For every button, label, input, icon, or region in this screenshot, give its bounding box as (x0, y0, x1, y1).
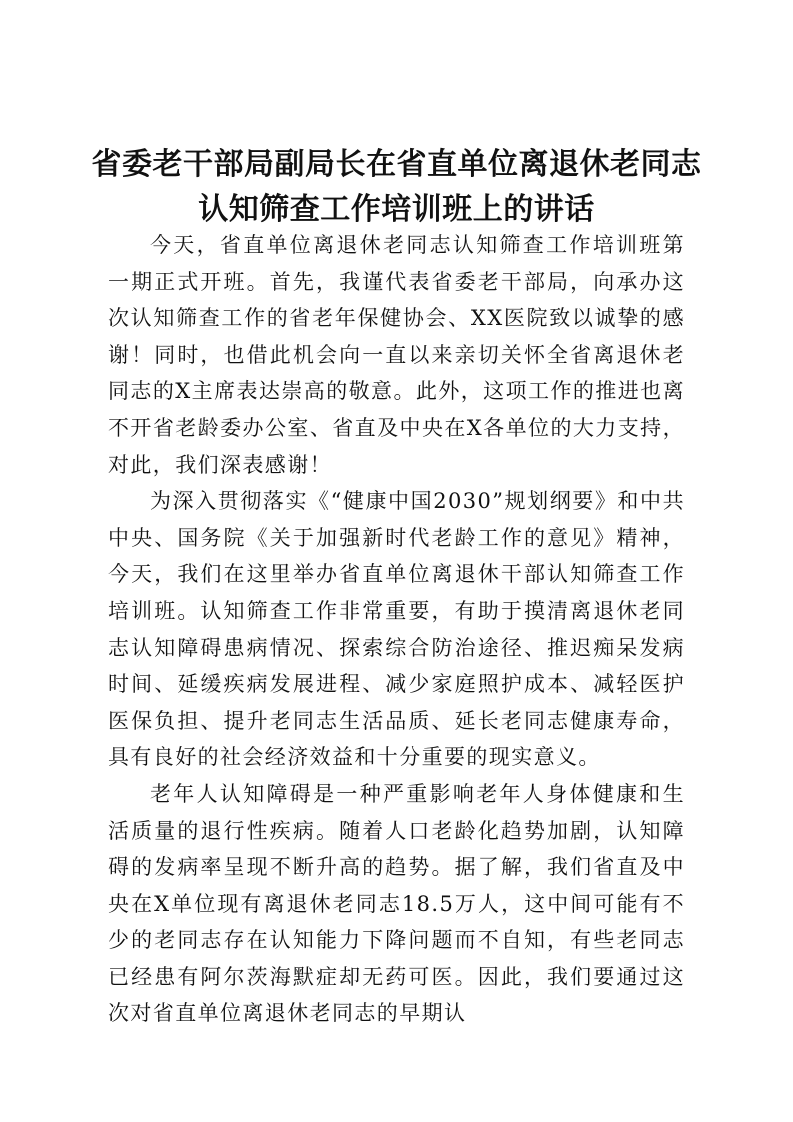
body-paragraph-2: 为深入贯彻落实《“健康中国2030”规划纲要》和中共中央、国务院《关于加强新时代老龄工作的意见》精神，今天，我们在这里举办省直单位离退休干部认知筛查工作培训班。认知筛查工作非常重要，有助于摸清离退休老同志认知障碍患病情况、探索综合防治途径、推迟痴呆发病时间、延缓疾病发展进程、减少家庭照护成本、减轻医护医保负担、提升老同志生活品质、延长老同志健康寿命，具有良好的社会经济效益和十分重要的现实意义。 (108, 489, 685, 770)
document-body (108, 227, 685, 1032)
body-paragraph-3: 老年人认知障碍是一种严重影响老年人身体健康和生活质量的退行性疾病。随着人口老龄化趋势加剧，认知障碍的发病率呈现不断升高的趋势。据了解，我们省直及中央在X单位现有离退休老同志18.5万人，这中间可能有不少的老同志存在认知能力下降问题而不自知，有些老同志已经患有阿尔茨海默症却无药可医。因此，我们要通过这次对省直单位离退休老同志的早期认 (108, 781, 685, 1026)
document-title-line-2: 认知筛查工作培训班上的讲话 (198, 192, 595, 227)
document-title-line-1: 省委老干部局副局长在省直单位离退休老同志 (91, 147, 702, 182)
body-paragraph-1: 今天，省直单位离退休老同志认知筛查工作培训班第一期正式开班。首先，我谨代表省委老干部局，向承办这次认知筛查工作的省老年保健协会、XX医院致以诚挚的感谢！同时，也借此机会向一直以来亲切关怀全省离退休老同志的X主席表达崇高的敬意。此外，这项工作的推进也离不开省老龄委办公室、省直及中央在X各单位的大力支持，对此，我们深表感谢！ (108, 233, 685, 477)
